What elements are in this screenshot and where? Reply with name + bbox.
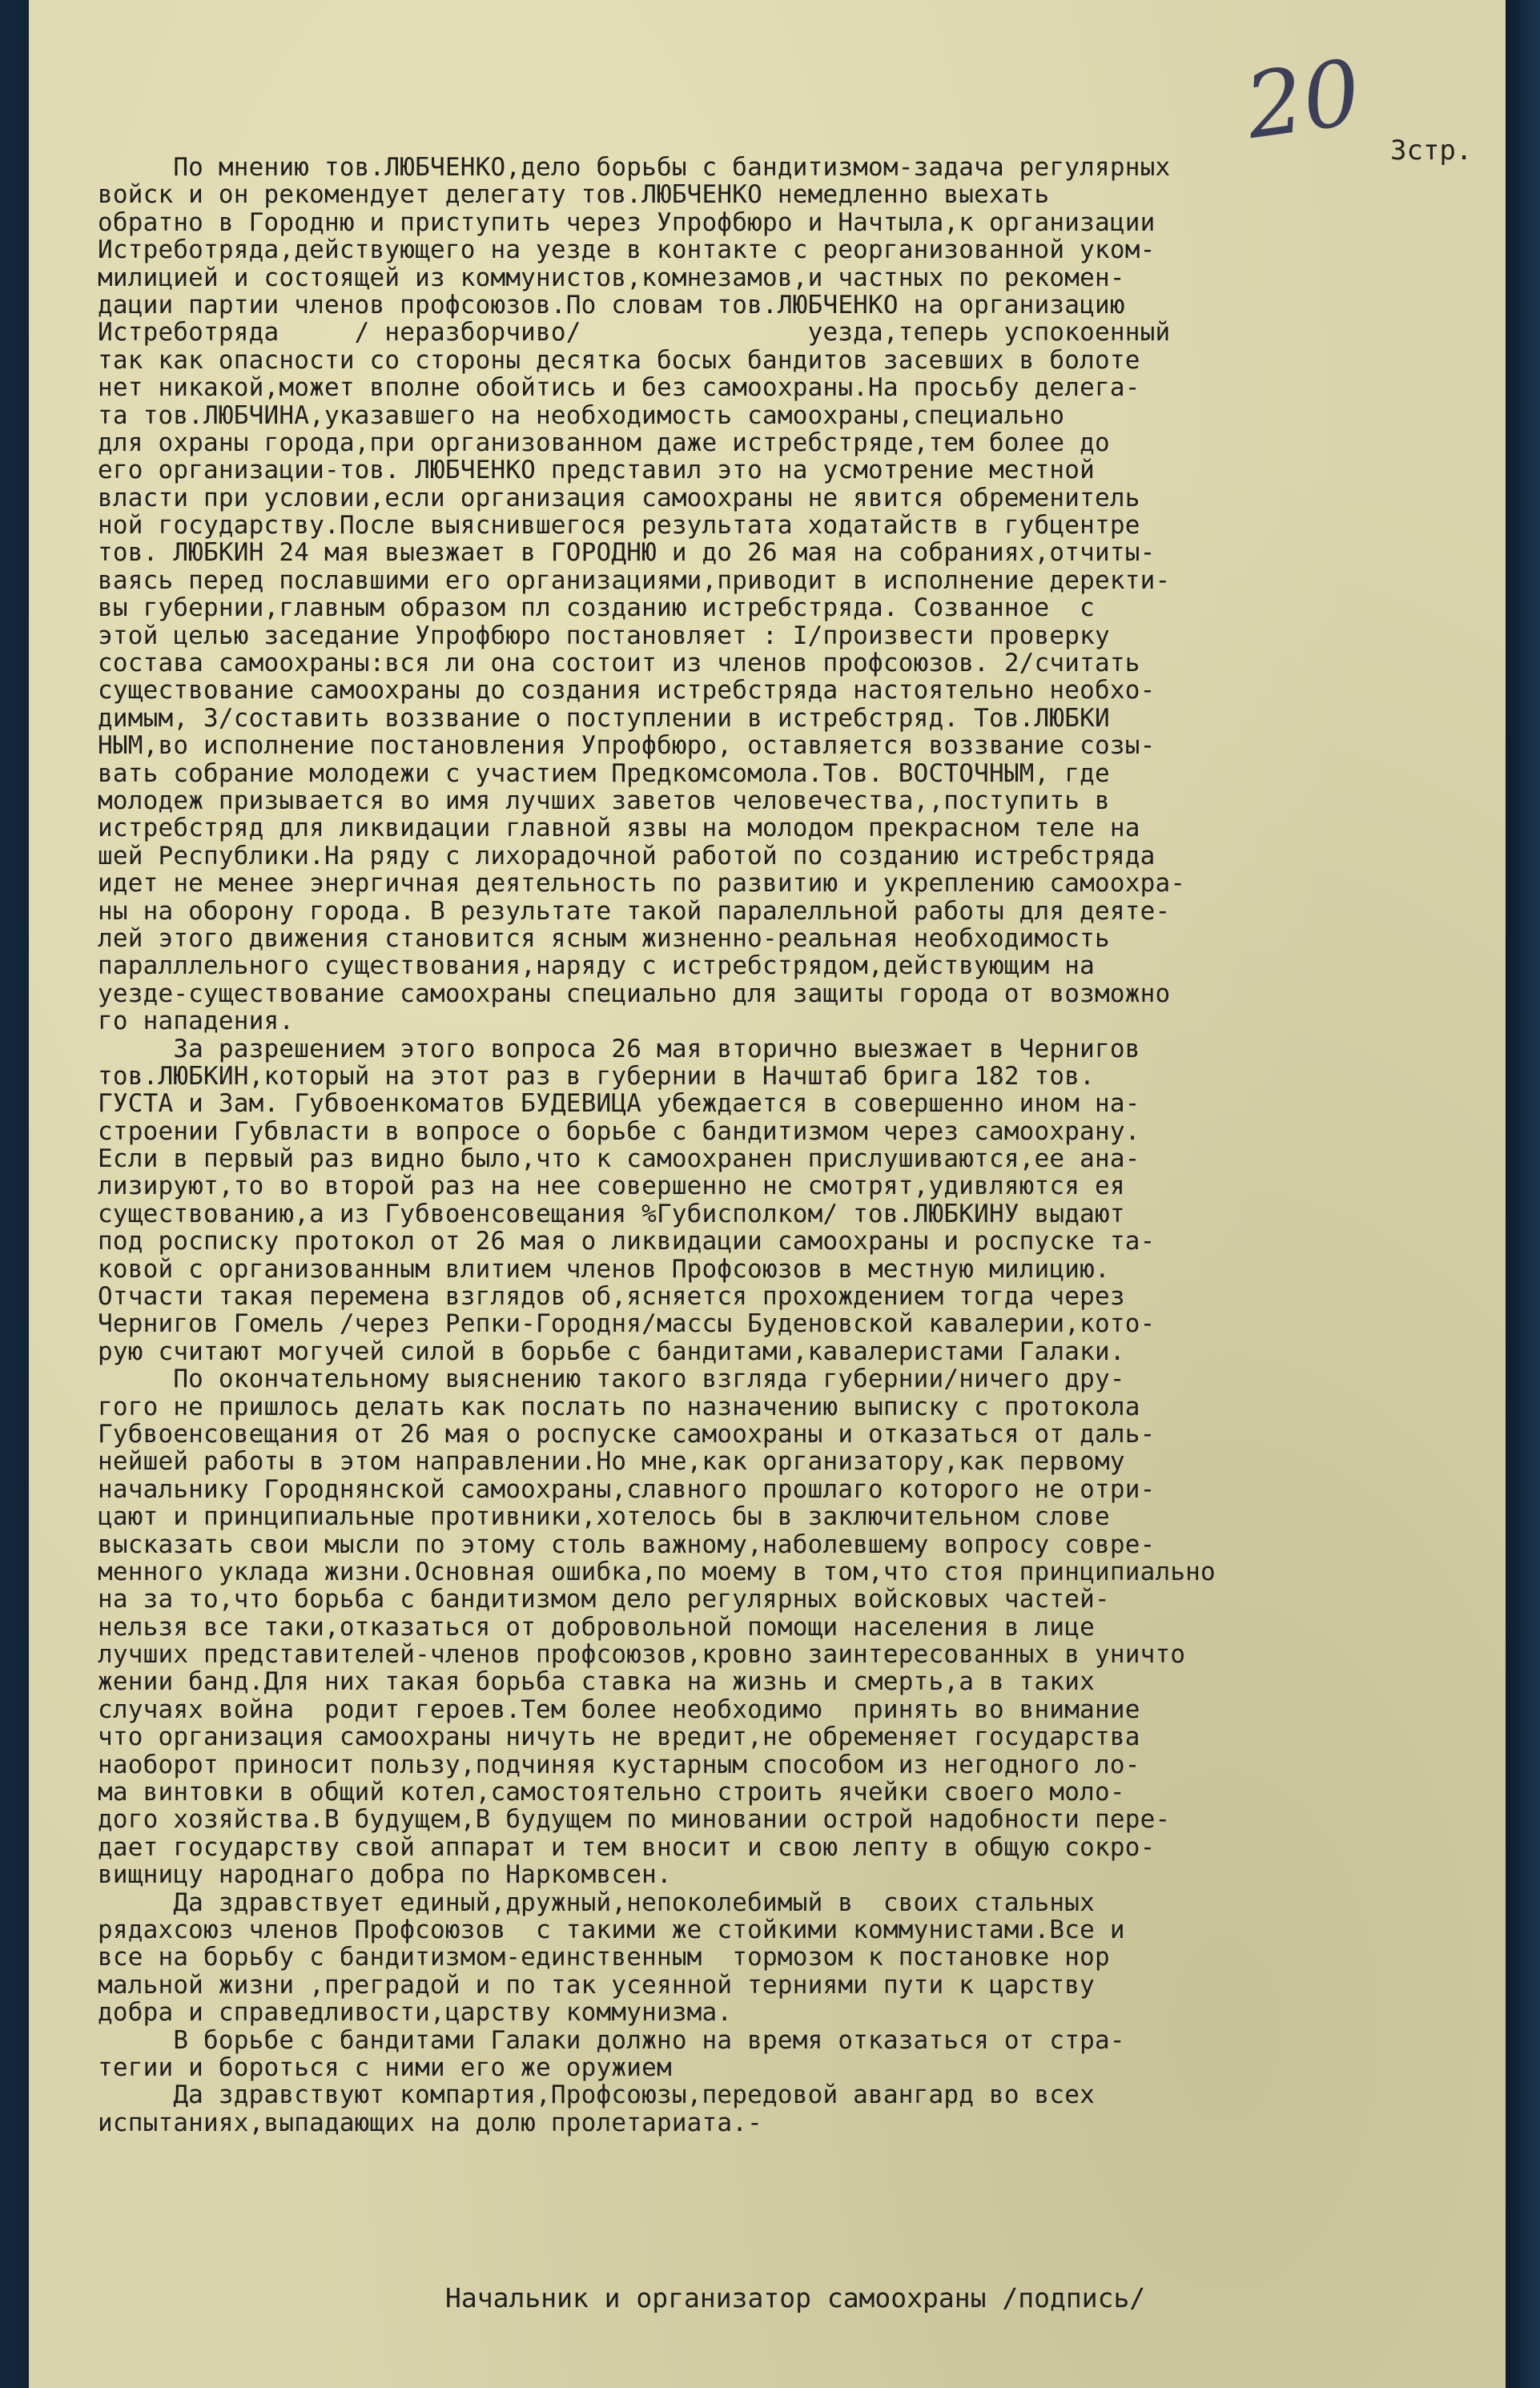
text-line: ма винтовки в общий котел,самостоятельно строить ячейки своего моло- <box>98 1778 1125 1807</box>
text-line: дает государству свой аппарат и тем вносит и свою лепту в общую сокро- <box>98 1832 1156 1862</box>
text-line: Губвоенсовещания от 26 мая о роспуске самоохраны и отказаться от даль- <box>98 1419 1156 1449</box>
text-line: Да здравствует единый,дружный,непоколебимый в своих стальных <box>98 1887 1095 1917</box>
text-line: высказать свои мысли по этому столь важному,наболевшему вопросу совре- <box>98 1530 1156 1559</box>
signature-line: Начальник и организатор самоохраны /подпись/ <box>445 2282 1146 2314</box>
text-line: рядахсоюз членов Профсоюзов с такими же стойкими коммунистами.Все и <box>98 1916 1125 1944</box>
text-line: По мнению тов.ЛЮБЧЕНКО,дело борьбы с бандитизмом-задача регулярных <box>98 153 1171 182</box>
text-line: менного уклада жизни.Основная ошибка,по моему в том,что стоя принципиально <box>98 1557 1216 1586</box>
text-line: строении Губвласти в вопросе о борьбе с бандитизмом через самоохрану. <box>98 1116 1140 1146</box>
text-line: рую считают могучей силой в борьбе с бандитами,кавалеристами Галаки. <box>98 1337 1125 1366</box>
text-line: случаях война родит героев.Тем более необходимо принять во внимание <box>98 1695 1140 1724</box>
text-line: Истреботряда,действующего на уезде в контакте с реорганизованной уком- <box>98 235 1156 265</box>
text-line: За разрешением этого вопроса 26 мая вторично выезжает в Чернигов <box>98 1034 1140 1063</box>
text-line: По окончательному выяснению такого взгляда губернии/ничего дру- <box>98 1365 1125 1394</box>
text-line: цают и принципиальные противники,хотелось бы в заключительном слове <box>98 1502 1110 1532</box>
text-line: так как опасности со стороны десятка босых бандитов засевших в болоте <box>98 345 1140 375</box>
text-line: нельзя все таки,отказаться от добровольной помощи населения в лице <box>98 1612 1095 1642</box>
text-line: войск и он рекомендует делегату тов.ЛЮБЧЕНКО немедленно выехать <box>98 180 1050 210</box>
text-line: власти при условии,если организация самоохраны не явится обременитель <box>98 483 1140 513</box>
text-line: шей Республики.На ряду с лихорадочной работой по созданию истребстряда <box>98 841 1156 870</box>
text-line: Да здравствуют компартия,Профсоюзы,передовой авангард во всех <box>98 2080 1095 2110</box>
page-label: 3стр. <box>1390 135 1473 167</box>
text-line: вать собрание молодежи с участием Предкомсомола.Тов. ВОСТОЧНЫМ, где <box>98 758 1110 788</box>
text-line: дого хозяйства.В будущем,В будущем по миновании острой надобности пере- <box>98 1805 1171 1835</box>
text-line: существованию,а из Губвоенсовещания %Губисполком/ тов.ЛЮБКИНУ выдают <box>98 1199 1125 1228</box>
text-line: под росписку протокол от 26 мая о ликвидации самоохраны и роспуске та- <box>98 1227 1156 1256</box>
text-line: дации партии членов профсоюзов.По словам тов.ЛЮБЧЕНКО на организацию <box>98 290 1125 320</box>
text-line: Если в первый раз видно было,что к самоохранен прислушиваются,ее ана- <box>98 1144 1140 1174</box>
text-line: тов.ЛЮБКИН,который на этот раз в губернии в Начштаб брига 182 тов. <box>98 1061 1095 1091</box>
text-line: обратно в Городню и приступить через Упрофбюро и Начтыла,к организации <box>98 207 1156 237</box>
text-line: испытаниях,выпадающих на долю пролетариата.- <box>98 2108 762 2137</box>
text-line: для охраны города,при организованном даже истребстряде,тем более до <box>98 428 1110 457</box>
text-line: лей этого движения становится ясным жизненно-реальная необходимость <box>98 923 1110 953</box>
text-line: тов. ЛЮБКИН 24 мая выезжает в ГОРОДНЮ и до 26 мая на собраниях,отчиты- <box>98 538 1156 568</box>
text-line: идет не менее энергичная деятельность по развитию и укреплению самоохра- <box>98 869 1186 899</box>
text-line: на за то,что борьба с бандитизмом дело регулярных войсковых частей- <box>98 1585 1110 1614</box>
text-line: нет никакой,может вполне обойтись и без самоохраны.На просьбу делега- <box>98 373 1140 403</box>
text-line: все на борьбу с бандитизмом-единственным тормозом к постановке нор <box>98 1943 1110 1972</box>
scan-background-edge <box>1506 0 1540 2388</box>
text-line: димым, 3/составить воззвание о поступлении в истребстряд. Тов.ЛЮБКИ <box>98 703 1110 733</box>
text-line: ГУСТА и Зам. Губвоенкоматов БУДЕВИЦА убеждается в совершенно ином на- <box>98 1089 1140 1119</box>
document-body <box>98 154 1531 2137</box>
text-line: молодеж призывается во имя лучших заветов человечества,,поступить в <box>98 786 1110 815</box>
text-line: ны на оборону города. В результате такой паралелльной работы для деяте- <box>98 896 1171 926</box>
text-line: уезде-существование самоохраны специально для защиты города от возможно <box>98 979 1171 1008</box>
text-line: что организация самоохраны ничуть не вредит,не обременяет государства <box>98 1723 1140 1752</box>
text-line: вищницу народнаго добра по Наркомвсен. <box>98 1860 672 1890</box>
text-line: та тов.ЛЮБЧИНА,указавшего на необходимость самоохраны,специально <box>98 400 1065 430</box>
text-line: ной государству.После выяснившегося результата ходатайств в губцентре <box>98 511 1140 541</box>
document-sheet <box>29 0 1525 2388</box>
text-line: состава самоохраны:вся ли она состоит из членов профсоюзов. 2/считать <box>98 649 1140 678</box>
text-line: мальной жизни ,преградой и по так усеянной терниями пути к царству <box>98 1970 1095 2000</box>
text-line: существование самоохраны до создания истребстряда настоятельно необхо- <box>98 676 1156 706</box>
archive-page-number: 20 <box>1239 40 1367 160</box>
text-line: наоборот приносит пользу,подчиняя кустарным способом из негодного ло- <box>98 1750 1140 1779</box>
text-line: истребстряд для ликвидации главной язвы на молодом прекрасном теле на <box>98 814 1140 843</box>
text-line: тегии и бороться с ними его же оружием <box>98 2052 672 2082</box>
text-line: вы губернии,главным образом пл созданию истребстряда. Созванное с <box>98 593 1095 623</box>
text-line: ковой с организованным влитием членов Профсоюзов в местную милицию. <box>98 1254 1110 1284</box>
text-line: Чернигов Гомель /через Репки-Городня/массы Буденовской кавалерии,кото- <box>98 1309 1156 1339</box>
text-line: Истреботряда / неразборчиво/ уезда,теперь успокоенный <box>98 318 1171 348</box>
text-line: его организации-тов. ЛЮБЧЕНКО представил это на усмотрение местной <box>98 456 1095 485</box>
text-line: ваясь перед пославшими его организациями,приводит в исполнение деректи- <box>98 565 1171 595</box>
text-line: начальнику Городнянской самоохраны,славного прошлаго которого не отри- <box>98 1474 1156 1504</box>
text-line: Отчасти такая перемена взглядов об,ясняется прохождением тогда через <box>98 1282 1125 1312</box>
text-line: лучших представителей-членов профсоюзов,кровно заинтересованных в уничто <box>98 1640 1186 1670</box>
text-line: лизируют,то во второй раз на нее совершенно не смотрят,удивляются ея <box>98 1172 1125 1201</box>
text-line: го нападения. <box>98 1007 295 1036</box>
text-line: В борьбе с бандитами Галаки должно на время отказаться от стра- <box>98 2025 1125 2055</box>
text-line: паралллельного существования,наряду с истребстрядом,действующим на <box>98 951 1095 981</box>
text-line: НЫМ,во исполнение постановления Упрофбюро, оставляется воззвание созы- <box>98 731 1156 761</box>
text-line: жении банд.Для них такая борьба ставка на жизнь и смерть,а в таких <box>98 1667 1095 1697</box>
text-line: гого не пришлось делать как послать по назначению выписку с протокола <box>98 1392 1140 1421</box>
text-line: милицией и состоящей из коммунистов,комнезамов,и частных по рекомен- <box>98 263 1125 292</box>
text-line: нейшей работы в этом направлении.Но мне,как организатору,как первому <box>98 1447 1125 1477</box>
text-line: добра и справедливости,царству коммунизма. <box>98 1998 733 2028</box>
text-line: этой целью заседание Упрофбюро постановляет : I/произвести проверку <box>98 621 1110 650</box>
